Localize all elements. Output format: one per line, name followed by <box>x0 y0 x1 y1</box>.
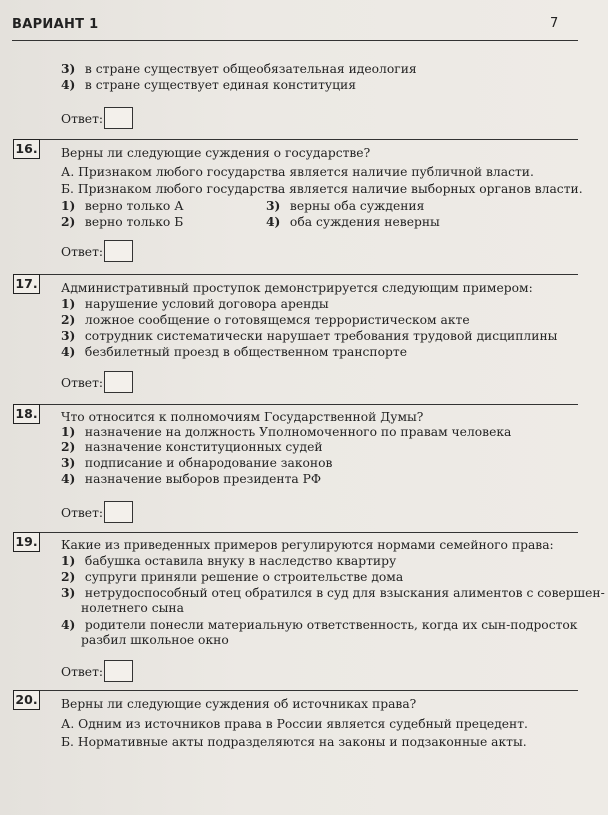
option-number: 4) <box>61 77 76 92</box>
option-number: 4) <box>61 617 76 632</box>
option-number: 2) <box>61 569 76 584</box>
option-text: подписание и обнародование законов <box>84 456 333 470</box>
answer-label: Ответ: <box>61 245 104 259</box>
answer-box[interactable] <box>104 371 133 393</box>
answer-box[interactable] <box>104 107 133 129</box>
option-1 <box>61 424 511 440</box>
option-text: нетрудоспособный отец обратился в суд для взыскания алиментов с совершен- <box>84 586 605 600</box>
answer-box[interactable] <box>104 660 133 682</box>
option-number: 1) <box>61 424 76 439</box>
option-4 <box>61 77 356 93</box>
option-text: родители понесли материальную ответственность, когда их сын-подросток <box>84 618 578 632</box>
question-number-16: 16. <box>13 139 40 159</box>
option-text: верно только А <box>84 199 184 213</box>
option-1 <box>61 296 329 312</box>
option-text: нарушение условий договора аренды <box>84 297 329 311</box>
option-text: сотрудник систематически нарушает требования трудовой дисциплины <box>84 329 558 343</box>
question-number-18: 18. <box>13 404 40 424</box>
question-19-text: Какие из приведенных примеров регулируются нормами семейного права: <box>61 538 554 552</box>
option-text: верно только Б <box>84 215 184 229</box>
answer-label: Ответ: <box>61 112 104 126</box>
option-number: 2) <box>61 439 76 454</box>
option-3 <box>266 198 424 214</box>
answer-box[interactable] <box>104 240 133 262</box>
option-4 <box>61 344 407 360</box>
header-divider <box>12 40 578 41</box>
option-text: назначение на должность Уполномоченного по правам человека <box>84 425 512 439</box>
option-4 <box>266 214 440 230</box>
option-2 <box>61 439 323 455</box>
option-number: 2) <box>61 214 76 229</box>
answer-label: Ответ: <box>61 376 104 390</box>
question-number-20: 20. <box>13 690 40 710</box>
option-2 <box>61 569 403 585</box>
question-divider <box>40 274 578 275</box>
question-18-text: Что относится к полномочиям Государственной Думы? <box>61 410 424 424</box>
option-number: 3) <box>266 198 281 213</box>
answer-label: Ответ: <box>61 506 104 520</box>
option-text: в стране существует общеобязательная идеология <box>84 62 417 76</box>
question-divider <box>40 532 578 533</box>
option-2 <box>61 214 183 230</box>
option-3 <box>61 455 332 471</box>
option-text: верны оба суждения <box>289 199 425 213</box>
option-number: 1) <box>61 553 76 568</box>
option-number: 4) <box>61 471 76 486</box>
question-number-17: 17. <box>13 274 40 294</box>
option-text: оба суждения неверны <box>289 215 440 229</box>
option-text: назначение выборов президента РФ <box>84 472 322 486</box>
option-2 <box>61 312 470 328</box>
option-number: 1) <box>61 198 76 213</box>
option-text: ложное сообщение о готовящемся террористическом акте <box>84 313 470 327</box>
option-number: 3) <box>61 455 76 470</box>
option-1 <box>61 553 396 569</box>
answer-label: Ответ: <box>61 665 104 679</box>
option-number: 4) <box>266 214 281 229</box>
option-number: 4) <box>61 344 76 359</box>
option-4 <box>61 471 321 487</box>
option-number: 3) <box>61 328 76 343</box>
answer-box[interactable] <box>104 501 133 523</box>
option-number: 3) <box>61 61 76 76</box>
option-text: безбилетный проезд в общественном транспорте <box>84 345 407 359</box>
option-1 <box>61 198 184 214</box>
statement-b: Б. Нормативные акты подразделяются на законы и подзаконные акты. <box>61 735 527 749</box>
option-text: в стране существует единая конституция <box>84 78 357 92</box>
option-text: назначение конституционных судей <box>84 440 323 454</box>
question-16-text: Верны ли следующие суждения о государстве? <box>61 146 371 160</box>
option-3 <box>61 61 417 77</box>
option-number: 1) <box>61 296 76 311</box>
option-number: 2) <box>61 312 76 327</box>
page-number: 7 <box>550 16 559 31</box>
question-17-text: Административный проступок демонстрируется следующим примером: <box>61 281 533 295</box>
variant-title: ВАРИАНТ 1 <box>12 17 99 32</box>
statement-a: А. Признаком любого государства является наличие публичной власти. <box>61 165 534 179</box>
statement-a: А. Одним из источников права в России является судебный прецедент. <box>61 717 528 731</box>
option-text: супруги приняли решение о строительстве дома <box>84 570 404 584</box>
option-4-continuation: разбил школьное окно <box>81 633 229 647</box>
option-number: 3) <box>61 585 76 600</box>
question-divider <box>40 690 578 691</box>
question-divider <box>40 404 578 405</box>
question-divider <box>40 139 578 140</box>
option-3 <box>61 328 557 344</box>
question-number-19: 19. <box>13 532 40 552</box>
option-4 <box>61 617 578 633</box>
statement-b: Б. Признаком любого государства является наличие выборных органов власти. <box>61 182 583 196</box>
question-20-text: Верны ли следующие суждения об источниках права? <box>61 697 417 711</box>
option-text: бабушка оставила внуку в наследство квартиру <box>84 554 397 568</box>
option-3-continuation: нолетнего сына <box>81 601 184 615</box>
option-3 <box>61 585 605 601</box>
